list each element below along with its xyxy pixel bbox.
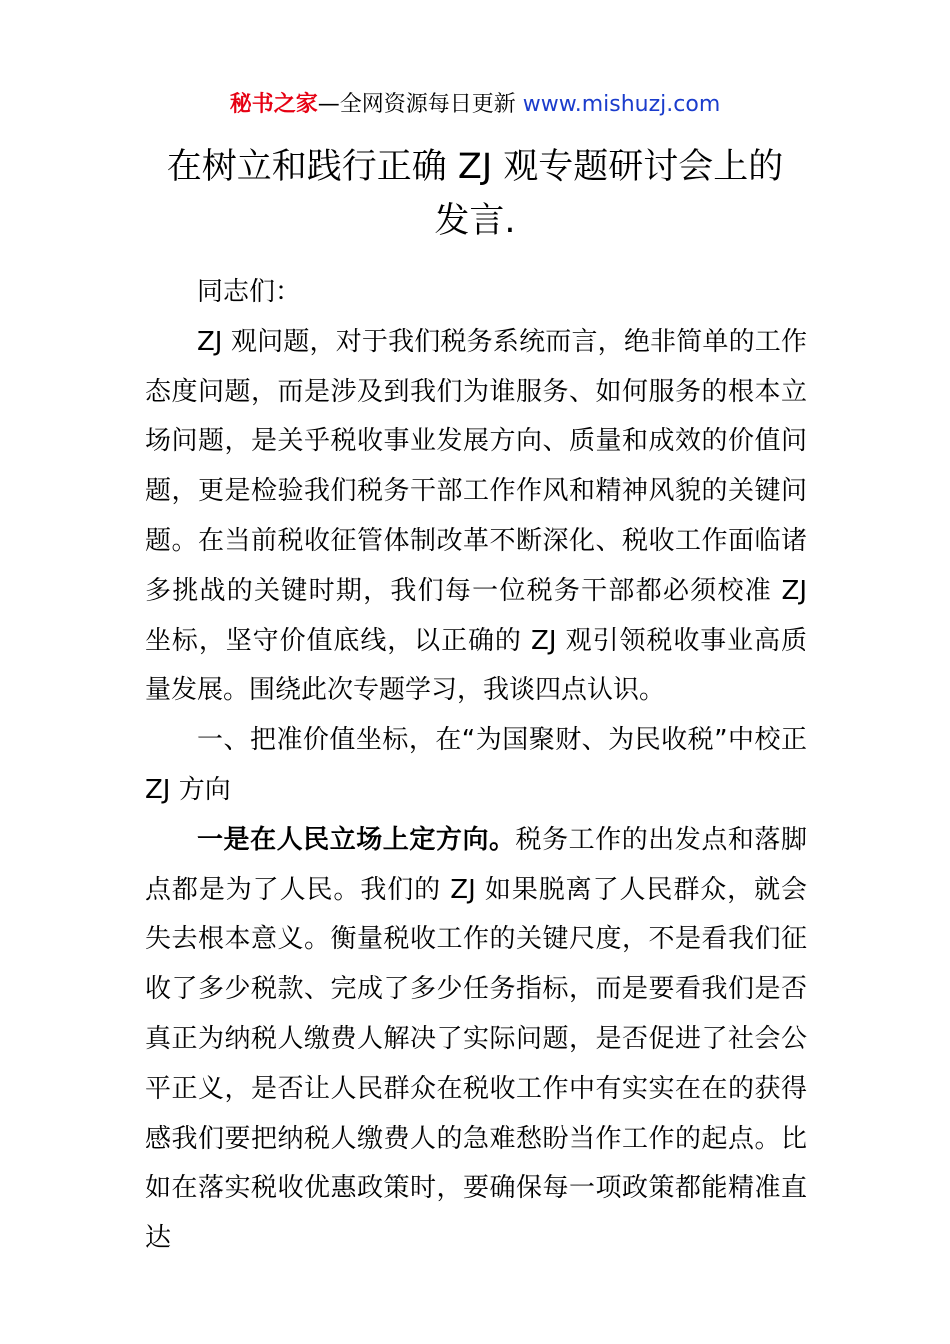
salutation: 同志们： (197, 277, 302, 307)
site-brand: 秘书之家 (229, 92, 318, 117)
site-tagline: —全网资源每日更新 (317, 92, 523, 117)
document-body (145, 268, 807, 1264)
site-url[interactable]: www.mishuzj.com (522, 92, 721, 117)
section-heading-1: 一、把准价值坐标，在“为国聚财、为民收税”中校正 ZJ 方向 (145, 725, 807, 805)
document-title: 在树立和践行正确 ZJ 观专题研讨会上的发言. (166, 147, 784, 241)
paragraph-intro: ZJ 观问题，对于我们税务系统而言，绝非简单的工作态度问题，而是涉及到我们为谁服务、如何服务的根本立场问题，是关乎税收事业发展方向、质量和成效的价值问题，更是检验我们税务干部工作作风和精神风貌的关键问题。在当前税收征管体制改革不断深化、税收工作面临诸多挑战的关键时期，我们每一位税务干部都必须校准 ZJ 坐标，坚守价值底线，以正确的 ZJ 观引领税收事业高质量发展。围绕此次专题学习，我谈四点认识。 (145, 326, 807, 706)
point-1-text: 税务工作的出发点和落脚点都是为了人民。我们的 ZJ 如果脱离了人民群众，就会失去根本意义。衡量税收工作的关键尺度，不是看我们征收了多少税款、完成了多少任务指标，而是要看我们是否真正为纳税人缴费人解决了实际问题，是否促进了社会公平正义，是否让人民群众在税收工作中有实实在在的获得感我们要把纳税人缴费人的急难愁盼当作工作的起点。比如在落实税收优惠政策时，要确保每一项政策都能精准直达 (145, 824, 807, 1254)
paragraph-point-1 (145, 816, 807, 1264)
site-header (0, 88, 950, 122)
point-1-lead: 一是在人民立场上定方向。 (197, 824, 516, 855)
